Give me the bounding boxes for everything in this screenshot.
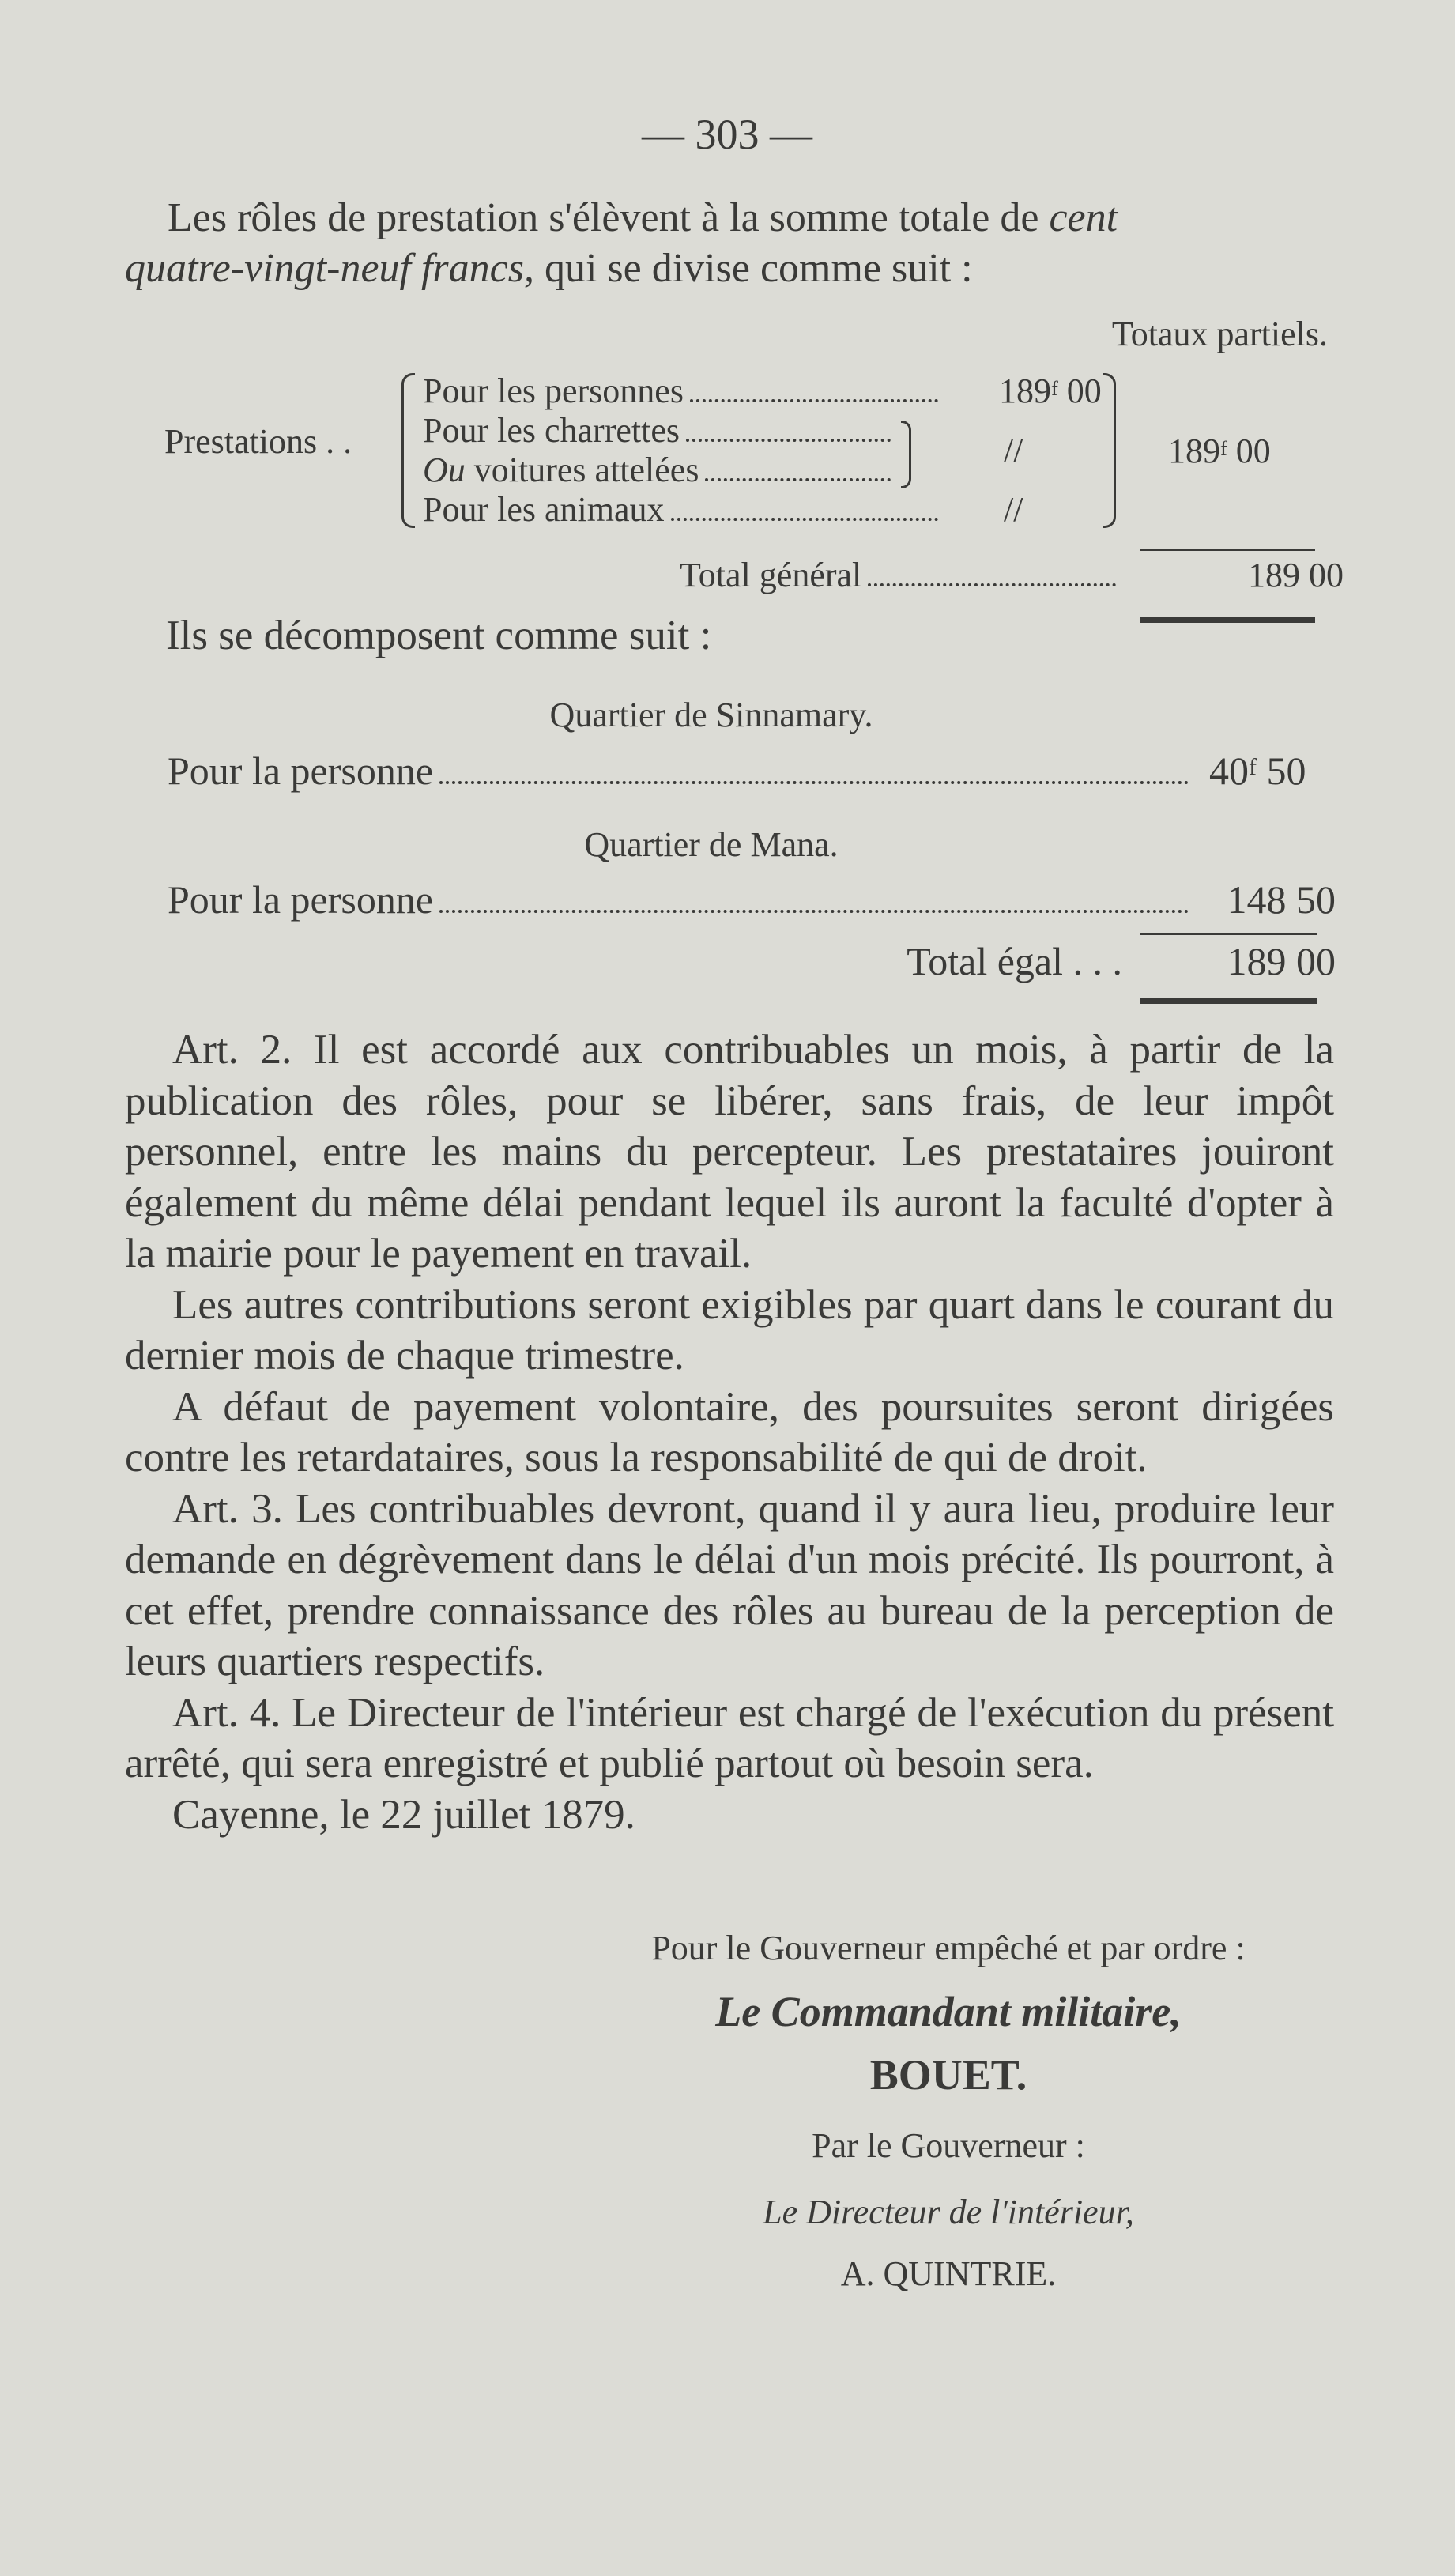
total-partiel-value — [1168, 432, 1271, 471]
sinnamary-heading: Quartier de Sinnamary. — [549, 696, 873, 734]
poursuites-paragraph: A défaut de payement volontaire, des poursuites seront dirigées contre les retardataires, sous la responsabilité de qui de droit. — [125, 1383, 1334, 1480]
directeur-interieur: Le Directeur de l'intérieur, — [763, 2193, 1134, 2231]
intro-line-1-italic: cent — [1049, 195, 1118, 240]
leader-dots — [690, 399, 938, 402]
row-animaux — [423, 490, 944, 532]
intro-line-2 — [125, 243, 973, 294]
leader-dots — [671, 518, 938, 521]
date-line: Cayenne, le 22 juillet 1879. — [172, 1791, 635, 1838]
row-voitures-value: // — [1004, 431, 1023, 470]
articles-body — [125, 1024, 1334, 1840]
total-partiel-main: 189 — [1168, 432, 1220, 470]
bouet-name: BOUET. — [869, 2051, 1027, 2099]
article-3-paragraph: Art. 3. Les contribuables devront, quand il y aura lieu, produire leur demande en dégrèvement dans le délai d'un mois précité. Ils pourront, à cet effet, prendre connaissance des rôles au bureau de la perception de leurs quartiers respectifs. — [125, 1485, 1334, 1684]
total-general-row — [680, 556, 1122, 598]
sinnamary-value-main: 40 — [1209, 749, 1249, 793]
sinnamary-row — [168, 747, 1195, 795]
value-main: 189 — [999, 372, 1051, 410]
total-egal-label: Total égal . . . — [907, 939, 1122, 983]
leader-dots — [439, 781, 1189, 784]
row-personnes-label: Pour les personnes — [423, 372, 684, 410]
total-general-label: Total général — [680, 556, 862, 594]
row-voitures-label — [423, 451, 699, 490]
row-charrettes-label: Pour les charrettes — [423, 411, 680, 450]
total-partiel-sup: f — [1220, 436, 1227, 460]
sinnamary-label: Pour la personne — [168, 749, 434, 793]
intro-line-1 — [168, 193, 1118, 243]
sinnamary-value — [1209, 747, 1306, 794]
pour-le-gouverneur: Pour le Gouverneur empêché et par ordre : — [651, 1929, 1246, 1967]
contributions-paragraph: Les autres contributions seront exigibles par quart dans le courant du dernier mois de chaque trimestre. — [125, 1281, 1334, 1379]
prestations-label: Prestations . . — [164, 422, 352, 461]
row-charrettes — [423, 411, 897, 453]
row-voitures — [423, 451, 897, 492]
value-cents: 00 — [1066, 372, 1102, 410]
rule-above-total-egal — [1140, 933, 1317, 935]
mana-label: Pour la personne — [168, 877, 434, 922]
voitures-text: voitures attelées — [473, 451, 699, 489]
row-personnes-value — [999, 372, 1102, 411]
rule-below-total-egal — [1140, 998, 1317, 1004]
inner-brace — [901, 421, 911, 488]
row-animaux-value: // — [1004, 490, 1023, 529]
totaux-partiels-header: Totaux partiels. — [1111, 315, 1328, 353]
rule-below-total — [1140, 617, 1315, 623]
intro-line-1-text: Les rôles de prestation s'élèvent à la somme totale de — [168, 195, 1050, 240]
mana-heading: Quartier de Mana. — [584, 825, 839, 864]
leader-dots — [705, 478, 891, 481]
quintrie-name: A. QUINTRIE. — [840, 2254, 1057, 2293]
par-le-gouverneur: Par le Gouverneur : — [812, 2126, 1085, 2165]
row-personnes — [423, 372, 944, 413]
intro-line-2-italic: quatre-vingt-neuf francs, — [125, 246, 534, 291]
row-animaux-label: Pour les animaux — [423, 490, 665, 529]
leader-dots — [439, 910, 1189, 913]
total-general-value: 189 00 — [1248, 556, 1344, 594]
rule-above-total — [1140, 549, 1315, 551]
leader-dots — [868, 583, 1116, 586]
total-partiel-cents: 00 — [1235, 432, 1271, 470]
left-brace — [401, 373, 415, 528]
intro-line-2-text: qui se divise comme suit : — [533, 246, 973, 291]
article-4-paragraph: Art. 4. Le Directeur de l'intérieur est chargé de l'exécution du présent arrêté, qui sera enregistré et publié partout où besoin sera. — [125, 1689, 1334, 1786]
right-brace — [1103, 373, 1116, 528]
value-sup: f — [1051, 376, 1058, 400]
mana-row — [168, 876, 1195, 924]
decompose-heading: Ils se décomposent comme suit : — [166, 613, 712, 658]
leader-dots — [686, 439, 891, 442]
ou-italic: Ou — [423, 451, 466, 489]
page-number: — 303 — — [642, 111, 812, 158]
sinnamary-value-sup: f — [1249, 754, 1257, 780]
article-2-paragraph: Art. 2. Il est accordé aux contribuables un mois, à partir de la publication des rôles, pour se libérer, sans frais, de leur impôt personnel, entre les mains du percepteur. Les prestataires jouiront également du même délai pendant lequel ils auront la faculté d'opter à la mairie pour le payement en travail. — [125, 1027, 1334, 1277]
mana-value: 148 50 — [1227, 877, 1336, 922]
total-egal-value: 189 00 — [1227, 939, 1336, 983]
sinnamary-value-cents: 50 — [1266, 749, 1306, 793]
commandant-militaire: Le Commandant militaire, — [715, 1988, 1182, 2035]
